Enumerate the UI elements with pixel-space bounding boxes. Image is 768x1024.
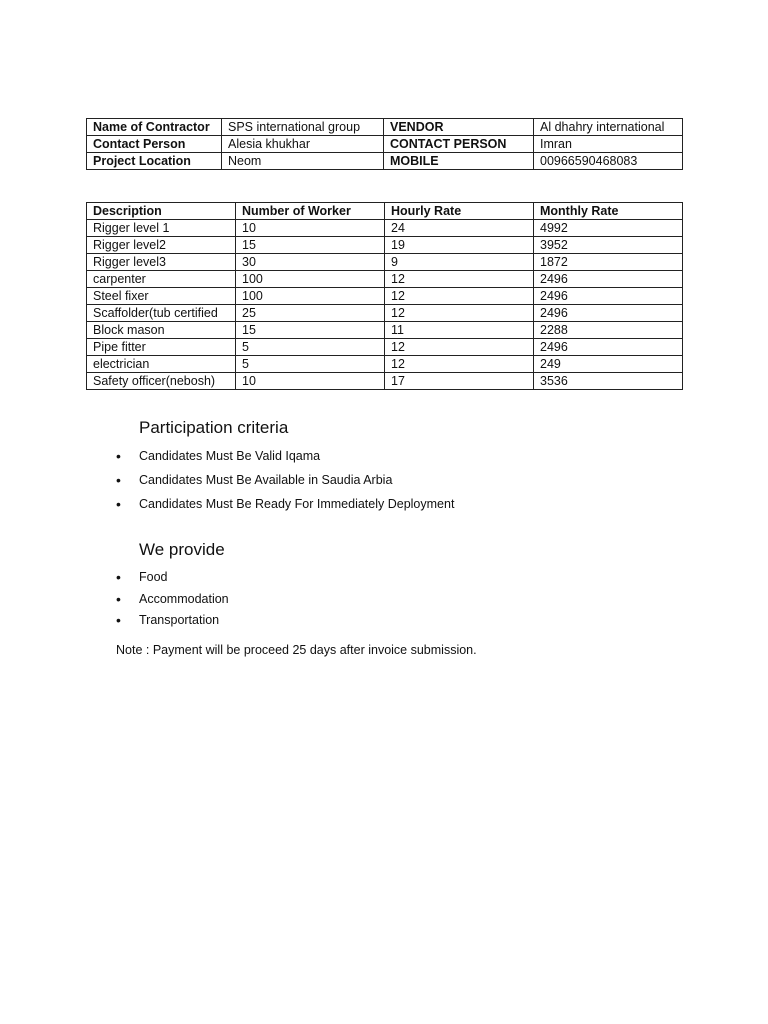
provide-list bbox=[116, 568, 229, 633]
table-cell: 249 bbox=[534, 356, 683, 373]
list-item: • Candidates Must Be Ready For Immediately Deployment bbox=[116, 495, 454, 519]
label-project-location: Project Location bbox=[87, 153, 222, 170]
table-cell: 100 bbox=[236, 271, 385, 288]
value-contact-person: Alesia khukhar bbox=[222, 136, 384, 153]
table-cell: carpenter bbox=[87, 271, 236, 288]
list-item: • Food bbox=[116, 568, 229, 590]
label-vendor: VENDOR bbox=[384, 119, 534, 136]
column-header: Description bbox=[87, 203, 236, 220]
table-cell: 10 bbox=[236, 220, 385, 237]
table-cell: 2496 bbox=[534, 339, 683, 356]
table-cell: 15 bbox=[236, 322, 385, 339]
rates-table-body bbox=[87, 220, 683, 390]
table-cell: 5 bbox=[236, 339, 385, 356]
value-vendor: Al dhahry international bbox=[534, 119, 683, 136]
table-cell: electrician bbox=[87, 356, 236, 373]
table-cell: 2496 bbox=[534, 288, 683, 305]
label-name-of-contractor: Name of Contractor bbox=[87, 119, 222, 136]
value-project-location: Neom bbox=[222, 153, 384, 170]
table-row bbox=[87, 322, 683, 339]
table-row bbox=[87, 119, 683, 136]
table-cell: 12 bbox=[385, 288, 534, 305]
table-header-row bbox=[87, 203, 683, 220]
list-item: • Candidates Must Be Available in Saudia Arbia bbox=[116, 471, 454, 495]
table-row bbox=[87, 339, 683, 356]
table-cell: 100 bbox=[236, 288, 385, 305]
table-cell: 24 bbox=[385, 220, 534, 237]
table-cell: 25 bbox=[236, 305, 385, 322]
table-cell: 17 bbox=[385, 373, 534, 390]
list-item: • Transportation bbox=[116, 611, 229, 633]
value-vendor-contact-person: Imran bbox=[534, 136, 683, 153]
table-row bbox=[87, 373, 683, 390]
label-vendor-contact-person: CONTACT PERSON bbox=[384, 136, 534, 153]
table-cell: 12 bbox=[385, 339, 534, 356]
participation-criteria-heading: Participation criteria bbox=[139, 418, 289, 437]
table-row bbox=[87, 288, 683, 305]
table-row bbox=[87, 305, 683, 322]
table-row bbox=[87, 237, 683, 254]
table-cell: Block mason bbox=[87, 322, 236, 339]
table-cell: 5 bbox=[236, 356, 385, 373]
table-cell: 12 bbox=[385, 356, 534, 373]
table-cell: 19 bbox=[385, 237, 534, 254]
we-provide-heading: We provide bbox=[139, 540, 225, 559]
table-row bbox=[87, 153, 683, 170]
table-cell: 3952 bbox=[534, 237, 683, 254]
table-cell: 10 bbox=[236, 373, 385, 390]
table-row bbox=[87, 220, 683, 237]
payment-note: Note : Payment will be proceed 25 days after invoice submission. bbox=[116, 643, 477, 657]
table-row bbox=[87, 271, 683, 288]
column-header: Number of Worker bbox=[236, 203, 385, 220]
criteria-list bbox=[116, 447, 454, 519]
table-row bbox=[87, 136, 683, 153]
column-header: Hourly Rate bbox=[385, 203, 534, 220]
table-cell: 4992 bbox=[534, 220, 683, 237]
table-cell: Scaffolder(tub certified bbox=[87, 305, 236, 322]
table-row bbox=[87, 356, 683, 373]
table-cell: 9 bbox=[385, 254, 534, 271]
table-cell: Rigger level3 bbox=[87, 254, 236, 271]
value-contractor: SPS international group bbox=[222, 119, 384, 136]
label-mobile: MOBILE bbox=[384, 153, 534, 170]
table-cell: 1872 bbox=[534, 254, 683, 271]
value-mobile: 00966590468083 bbox=[534, 153, 683, 170]
list-item: • Accommodation bbox=[116, 590, 229, 612]
table-row bbox=[87, 254, 683, 271]
table-cell: Rigger level 1 bbox=[87, 220, 236, 237]
table-cell: Rigger level2 bbox=[87, 237, 236, 254]
label-contact-person: Contact Person bbox=[87, 136, 222, 153]
table-cell: 12 bbox=[385, 305, 534, 322]
worker-rates-table bbox=[86, 202, 683, 390]
table-cell: Pipe fitter bbox=[87, 339, 236, 356]
table-cell: Steel fixer bbox=[87, 288, 236, 305]
table-cell: 2496 bbox=[534, 305, 683, 322]
table-cell: 2496 bbox=[534, 271, 683, 288]
table-cell: 11 bbox=[385, 322, 534, 339]
column-header: Monthly Rate bbox=[534, 203, 683, 220]
table-cell: 12 bbox=[385, 271, 534, 288]
list-item: • Candidates Must Be Valid Iqama bbox=[116, 447, 454, 471]
table-cell: 15 bbox=[236, 237, 385, 254]
table-cell: 2288 bbox=[534, 322, 683, 339]
table-cell: 30 bbox=[236, 254, 385, 271]
table-cell: Safety officer(nebosh) bbox=[87, 373, 236, 390]
table-cell: 3536 bbox=[534, 373, 683, 390]
contractor-info-table bbox=[86, 118, 683, 170]
